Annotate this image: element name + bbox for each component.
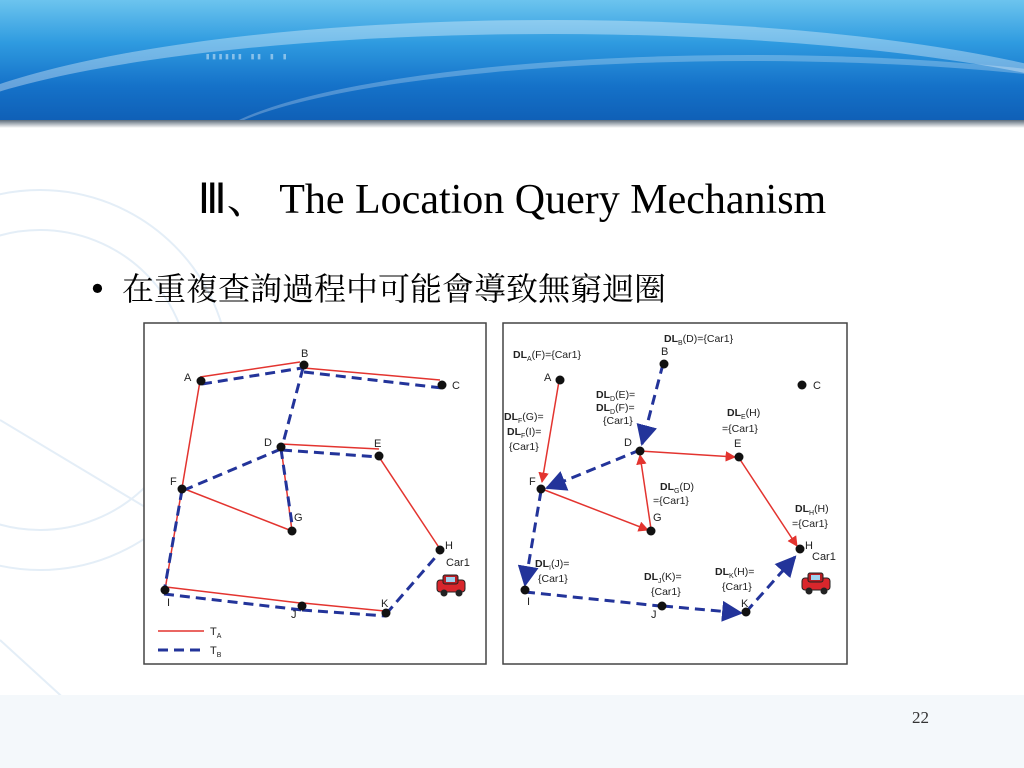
node-label-j: J: [651, 609, 657, 621]
node-label-a: A: [184, 372, 192, 384]
dl-set-h: ={Car1}: [792, 518, 828, 530]
node-g: [288, 527, 297, 536]
node-label-b: B: [301, 348, 309, 360]
legend-tb-label: $T_B$: [210, 645, 222, 659]
node-e: [735, 453, 744, 462]
node-label-d: D: [264, 437, 272, 449]
node-label-g: G: [653, 512, 662, 524]
page-number: 22: [912, 708, 929, 727]
node-label-j: J: [291, 609, 297, 621]
dl-set-j: {Car1}: [651, 586, 681, 598]
right-diagram: [503, 323, 847, 664]
dl-label-b: $DL_B(D)=\{Car1\}$: [664, 333, 734, 347]
legend-ta-label: $T_A$: [210, 626, 222, 640]
node-label-g: G: [294, 512, 303, 524]
car-label: Car1: [812, 551, 836, 563]
dl-set-k: {Car1}: [722, 581, 752, 593]
node-b: [300, 361, 309, 370]
dl-set-d: {Car1}: [603, 415, 633, 427]
node-label-c: C: [452, 380, 460, 392]
node-j: [658, 602, 667, 611]
node-label-f: F: [170, 476, 177, 488]
node-a: [556, 376, 565, 385]
dl-label-f1: $DL_F(G)=$: [504, 411, 544, 425]
node-label-e: E: [374, 438, 382, 450]
node-label-f: F: [529, 476, 536, 488]
node-d: [636, 447, 645, 456]
bullet-icon: •: [88, 270, 107, 308]
dl-set-i: {Car1}: [538, 573, 568, 585]
dl-set-e: ={Car1}: [722, 423, 758, 435]
node-label-h: H: [445, 540, 453, 552]
left-diagram: [144, 323, 486, 664]
node-label-c: C: [813, 380, 821, 392]
banner-pattern: ▮▮▮▮▮▮ ▮▮ ▮ ▮: [205, 52, 289, 62]
dl-label-i: $DL_I(J)=$: [535, 558, 570, 572]
node-g: [647, 527, 656, 536]
node-label-k: K: [381, 598, 389, 610]
dl-label-k: $DL_K(H)=$: [715, 566, 755, 580]
dl-label-d2: $DL_D(F)=$: [596, 402, 635, 416]
dl-label-h: $DL_H(H)$: [795, 503, 829, 517]
node-label-e: E: [734, 438, 742, 450]
node-c: [438, 381, 447, 390]
dl-label-g: $DL_G(D)$: [660, 481, 695, 495]
node-label-b: B: [661, 346, 669, 358]
node-label-i: I: [527, 596, 531, 608]
dl-set-f: {Car1}: [509, 441, 539, 453]
node-h: [436, 546, 445, 555]
node-i: [521, 586, 530, 595]
node-b: [660, 360, 669, 369]
node-i: [161, 586, 170, 595]
node-label-h: H: [805, 540, 813, 552]
car-label: Car1: [446, 557, 470, 569]
dl-label-a: $DL_A(F)=\{Car1\}$: [513, 349, 581, 363]
node-d: [277, 443, 286, 452]
dl-set-g: ={Car1}: [653, 495, 689, 507]
dl-label-e: $DL_E(H)$: [727, 407, 761, 421]
node-label-a: A: [544, 372, 552, 384]
node-f: [178, 485, 187, 494]
node-e: [375, 452, 384, 461]
node-h: [796, 545, 805, 554]
bullet-text: 在重複查詢過程中可能會導致無窮迴圈: [122, 270, 667, 308]
node-label-k: K: [741, 598, 749, 610]
node-f: [537, 485, 546, 494]
node-label-i: I: [167, 597, 171, 609]
node-j: [298, 602, 307, 611]
dl-label-f2: $DL_F(I)=$: [507, 426, 542, 440]
slide-title: Ⅲ、 The Location Query Mechanism: [197, 177, 827, 223]
node-c: [798, 381, 807, 390]
node-a: [197, 377, 206, 386]
dl-label-j: $DL_J(K)=$: [644, 571, 682, 585]
node-label-d: D: [624, 437, 632, 449]
dl-label-d1: $DL_D(E)=$: [596, 389, 636, 403]
